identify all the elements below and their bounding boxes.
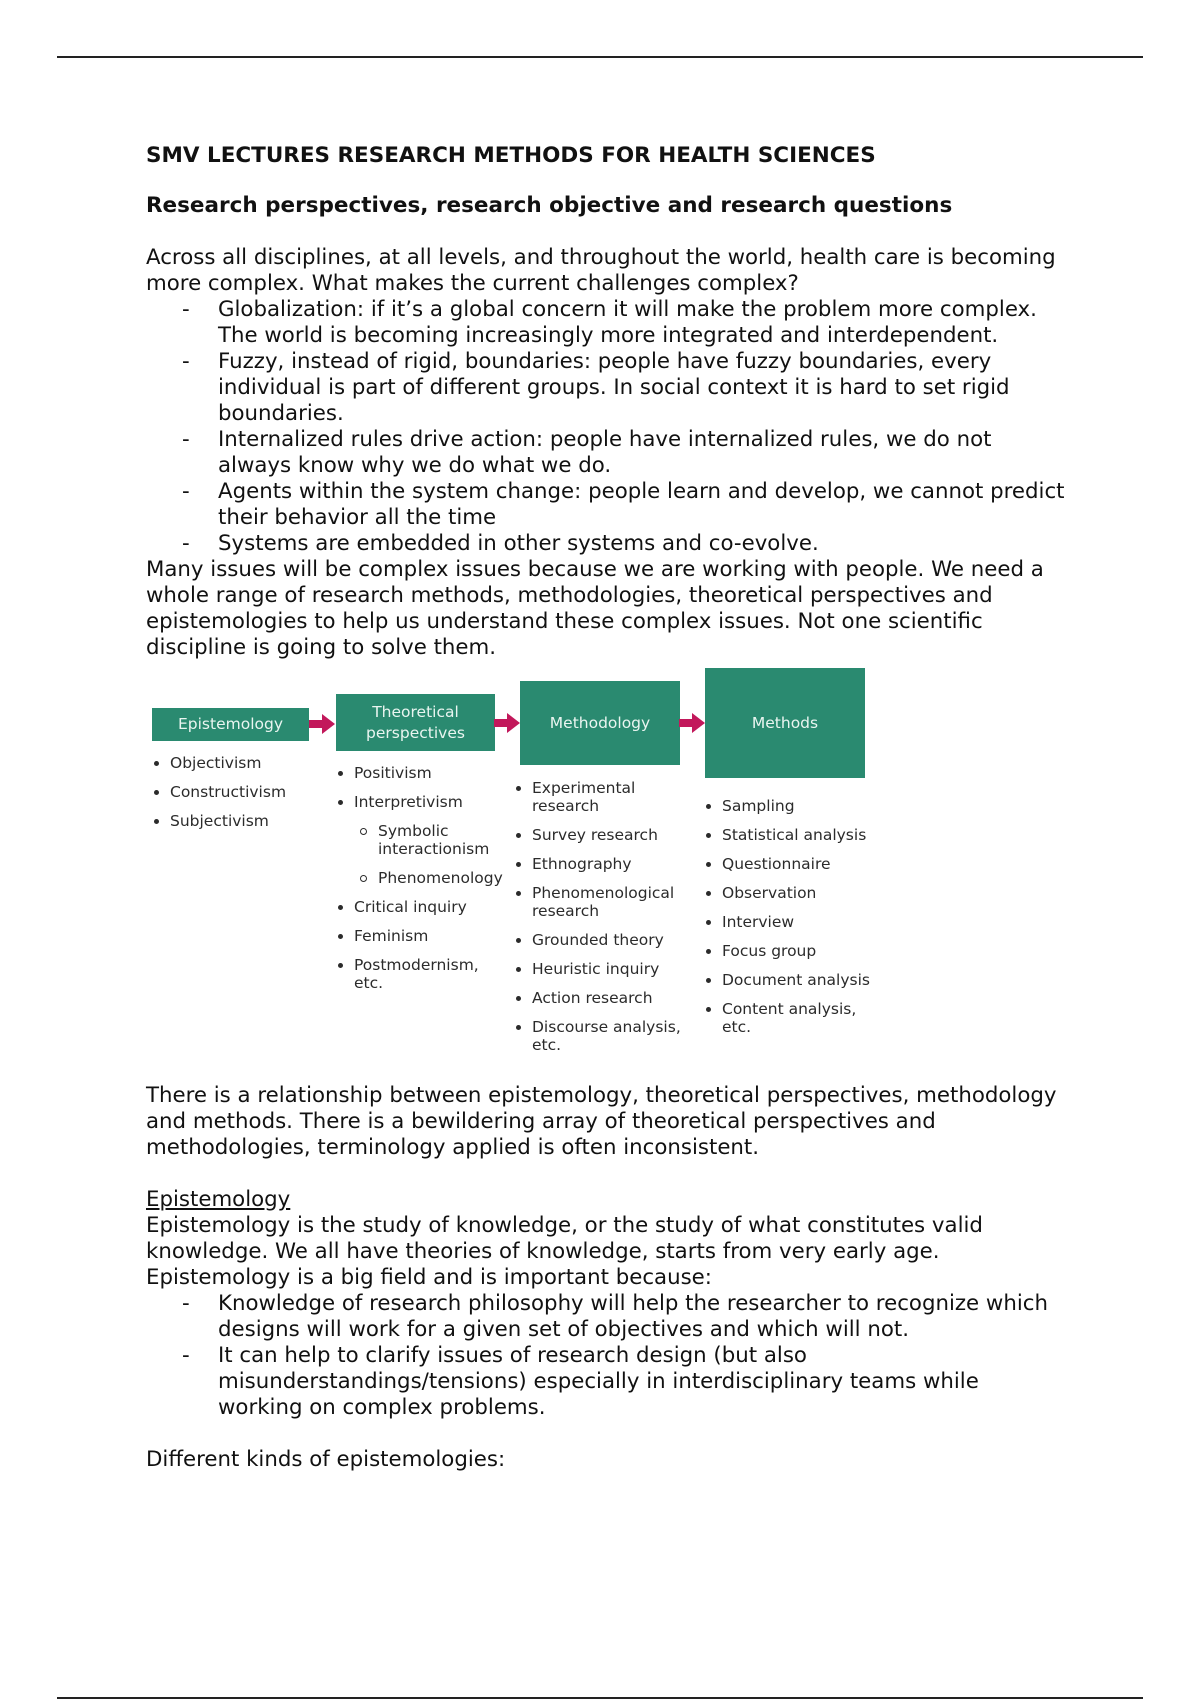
list-item: Interview: [702, 913, 882, 931]
closing-paragraph: Different kinds of epistemologies:: [146, 1447, 506, 1472]
methods-box: [705, 668, 865, 778]
list-item: - Internalized rules drive action: people have internalized rules, we do not always know why we do what we do.: [218, 427, 1066, 479]
complex-issues-paragraph: Many issues will be complex issues because we are working with people. We need a whole range of research methods, methodologies, theoretical perspectives and epistemologies to help us understand these complex issues. Not one scientific discipline is going to solve them.: [146, 557, 1044, 660]
list-item: Heuristic inquiry: [512, 960, 682, 978]
research-framework-diagram: [142, 668, 882, 1078]
list-item: Ethnography: [512, 855, 682, 873]
epistemology-box: [152, 708, 309, 741]
theoretical-perspectives-list: [334, 764, 509, 1003]
challenges-list: [146, 297, 1066, 557]
methods-box-label: Methods: [751, 713, 819, 732]
header-rule: [57, 56, 1143, 58]
list-item: Constructivism: [150, 783, 320, 801]
list-item: - Systems are embedded in other systems and co-evolve.: [218, 531, 1066, 557]
list-item: Focus group: [702, 942, 882, 960]
epistemology-box-label: Epistemology: [177, 715, 283, 733]
document-title: SMV LECTURES RESEARCH METHODS FOR HEALTH SCIENCES: [146, 143, 876, 168]
list-item: - Agents within the system change: people learn and develop, we cannot predict their behavior all the time: [218, 479, 1066, 531]
list-item: Phenomenology: [334, 869, 509, 887]
footer-rule: [57, 1697, 1143, 1699]
document-body: [146, 143, 1066, 1473]
list-item: Critical inquiry: [334, 898, 509, 916]
list-item: Survey research: [512, 826, 682, 844]
list-item: Questionnaire: [702, 855, 882, 873]
epistemology-list: [150, 754, 320, 841]
list-item: Phenomenological research: [512, 884, 682, 920]
methods-list: [702, 797, 882, 1047]
list-item: Feminism: [334, 927, 509, 945]
section-title: Research perspectives, research objective and research questions: [146, 193, 953, 218]
list-item: Postmodernism, etc.: [334, 956, 509, 992]
list-item: Action research: [512, 989, 682, 1007]
theoretical-perspectives-box: [336, 694, 495, 751]
arrow-right-icon: [494, 713, 520, 733]
arrow-right-icon: [679, 713, 705, 733]
epistemology-paragraph: Epistemology is the study of knowledge, or the study of what constitutes valid knowledge. We all have theories of knowledge, starts from very early age. Epistemology is a big field and is important because:: [146, 1213, 983, 1290]
list-item: Sampling: [702, 797, 882, 815]
list-item: Objectivism: [150, 754, 320, 772]
list-item: Observation: [702, 884, 882, 902]
list-item: Document analysis: [702, 971, 882, 989]
list-item: Statistical analysis: [702, 826, 882, 844]
list-item: Content analysis, etc.: [702, 1000, 882, 1036]
intro-paragraph: Across all disciplines, at all levels, and throughout the world, health care is becoming more complex. What makes the current challenges complex?: [146, 245, 1056, 296]
list-item: Positivism: [334, 764, 509, 782]
methodology-box-label: Methodology: [549, 713, 651, 732]
list-item: Experimental research: [512, 779, 682, 815]
methodology-list: [512, 779, 682, 1065]
arrow-right-icon: [309, 714, 335, 734]
relationship-paragraph: There is a relationship between epistemology, theoretical perspectives, methodology and methods. There is a bewildering array of theoretical perspectives and methodologies, terminology applied is often inconsistent.: [146, 1083, 1057, 1160]
list-item: Grounded theory: [512, 931, 682, 949]
theoretical-perspectives-label-line2: perspectives: [366, 723, 465, 742]
list-item: Symbolic interactionism: [334, 822, 509, 858]
list-item: - Globalization: if it’s a global concern it will make the problem more complex. The world is becoming increasingly more integrated and interdependent.: [218, 297, 1066, 349]
epistemology-heading: Epistemology: [146, 1187, 291, 1212]
list-item: Subjectivism: [150, 812, 320, 830]
epistemology-points-list: [146, 1291, 1066, 1421]
list-item: - It can help to clarify issues of research design (but also misunderstandings/tensions) especially in interdisciplinary teams while working on complex problems.: [218, 1343, 1066, 1421]
list-item: Interpretivism: [334, 793, 509, 811]
list-item: - Knowledge of research philosophy will help the researcher to recognize which designs will work for a given set of objectives and which will not.: [218, 1291, 1066, 1343]
list-item: Discourse analysis, etc.: [512, 1018, 682, 1054]
list-item: - Fuzzy, instead of rigid, boundaries: people have fuzzy boundaries, every individual is part of different groups. In social context it is hard to set rigid boundaries.: [218, 349, 1066, 427]
theoretical-perspectives-label-line1: Theoretical: [372, 702, 459, 721]
methodology-box: [520, 681, 680, 765]
